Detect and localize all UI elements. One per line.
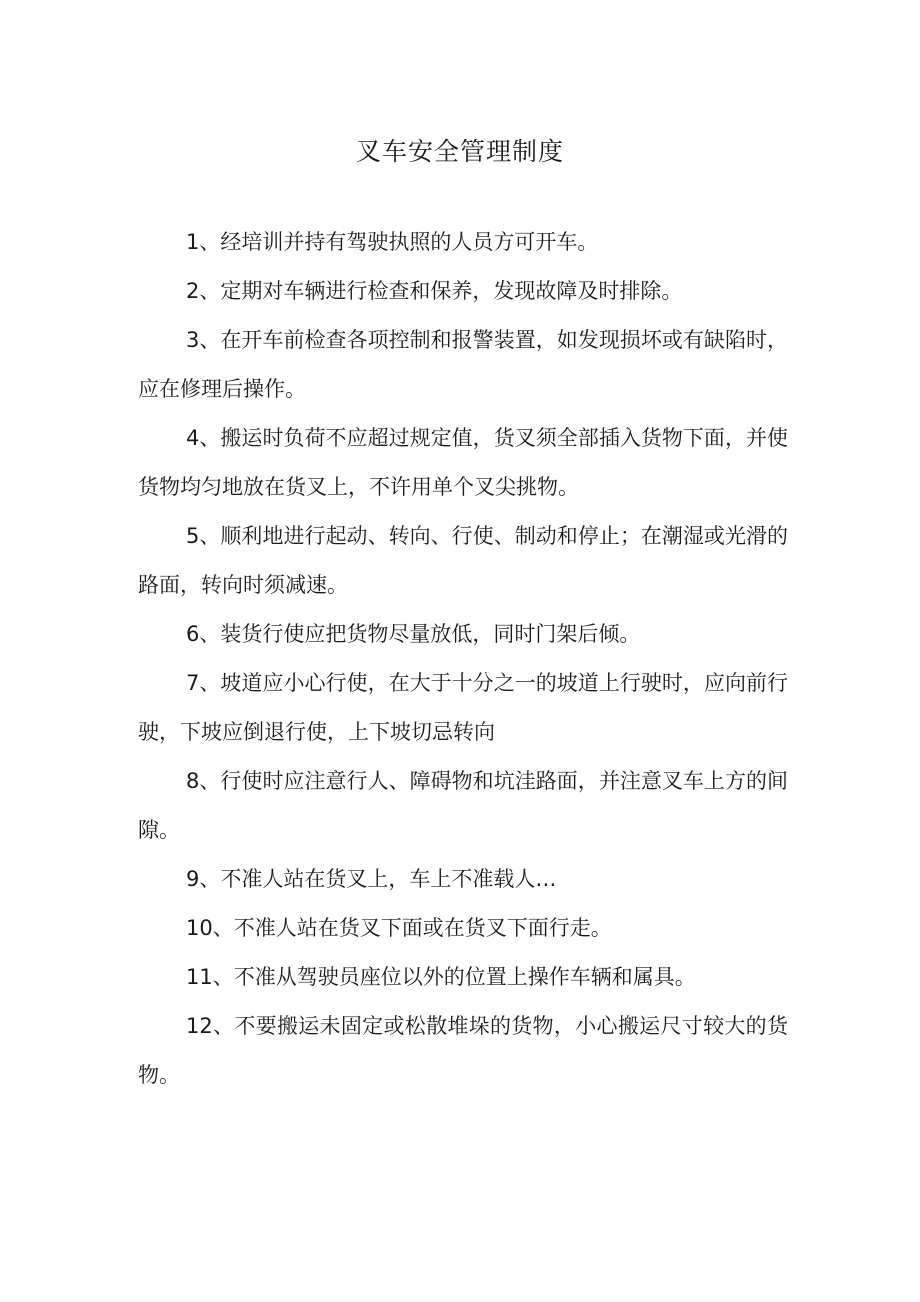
rule-item-7: 7、坡道应小心行使，在大于十分之一的坡道上行驶时，应向前行驶，下坡应倒退行使，上下坡切忌转向 bbox=[138, 671, 788, 744]
rule-item-12: 12、不要搬运未固定或松散堆垛的货物，小心搬运尺寸较大的货物。 bbox=[138, 1014, 788, 1087]
rule-item-4: 4、搬运时负荷不应超过规定值，货叉须全部插入货物下面，并使货物均匀地放在货叉上，不许用单个叉尖挑物。 bbox=[138, 426, 788, 499]
rule-item-3: 3、在开车前检查各项控制和报警装置，如发现损坏或有缺陷时，应在修理后操作。 bbox=[138, 328, 788, 401]
rule-item-11: 11、不准从驾驶员座位以外的位置上操作车辆和属具。 bbox=[186, 965, 696, 989]
rule-item-2: 2、定期对车辆进行检查和保养，发现故障及时排除。 bbox=[186, 279, 683, 303]
rule-item-9: 9、不准人站在货叉上，车上不准载人… bbox=[186, 867, 557, 891]
rule-item-1: 1、经培训并持有驾驶执照的人员方可开车。 bbox=[186, 230, 599, 254]
document-body bbox=[138, 218, 788, 1100]
rule-item-10: 10、不准人站在货叉下面或在货叉下面行走。 bbox=[186, 916, 612, 940]
rule-item-6: 6、装货行使应把货物尽量放低，同时门架后倾。 bbox=[186, 622, 641, 646]
rule-item-8: 8、行使时应注意行人、障碍物和坑洼路面，并注意叉车上方的间隙。 bbox=[138, 769, 788, 842]
document-title: 叉车安全管理制度 bbox=[355, 137, 564, 166]
rule-item-5: 5、顺利地进行起动、转向、行使、制动和停止；在潮湿或光滑的路面，转向时须减速。 bbox=[138, 524, 788, 597]
